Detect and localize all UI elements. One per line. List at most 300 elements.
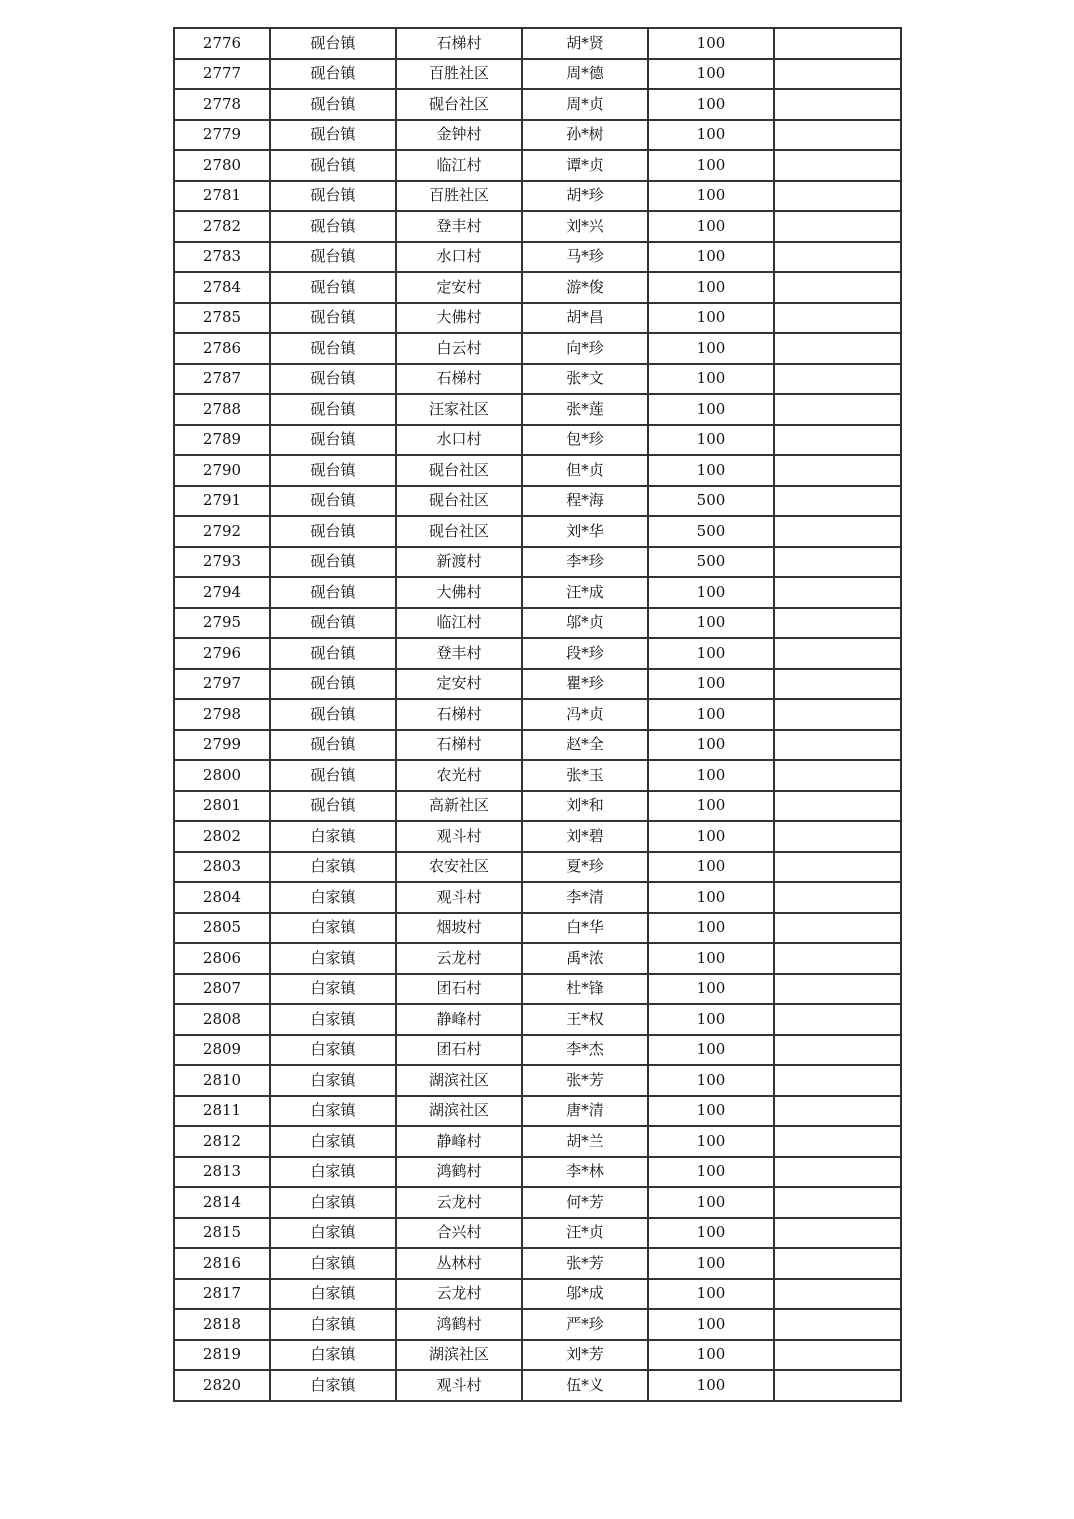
table-row xyxy=(174,852,901,883)
row-number-cell: 2807 xyxy=(174,974,270,1005)
village-cell: 汪家社区 xyxy=(396,394,522,425)
remark-cell xyxy=(774,1248,901,1279)
name-cell: 夏*珍 xyxy=(522,852,648,883)
name-cell: 邬*贞 xyxy=(522,608,648,639)
remark-cell xyxy=(774,486,901,517)
name-cell: 段*珍 xyxy=(522,638,648,669)
amount-cell: 100 xyxy=(648,1340,774,1371)
table-row xyxy=(174,272,901,303)
amount-cell: 100 xyxy=(648,913,774,944)
town-cell: 砚台镇 xyxy=(270,638,396,669)
name-cell: 邬*成 xyxy=(522,1279,648,1310)
town-cell: 白家镇 xyxy=(270,1035,396,1066)
name-cell: 李*林 xyxy=(522,1157,648,1188)
amount-cell: 100 xyxy=(648,303,774,334)
table-row xyxy=(174,791,901,822)
table-row xyxy=(174,394,901,425)
name-cell: 唐*清 xyxy=(522,1096,648,1127)
village-cell: 水口村 xyxy=(396,242,522,273)
village-cell: 白云村 xyxy=(396,333,522,364)
amount-cell: 100 xyxy=(648,1248,774,1279)
remark-cell xyxy=(774,211,901,242)
amount-cell: 100 xyxy=(648,1035,774,1066)
village-cell: 观斗村 xyxy=(396,1370,522,1401)
table-row xyxy=(174,1279,901,1310)
table-row xyxy=(174,59,901,90)
remark-cell xyxy=(774,1126,901,1157)
village-cell: 观斗村 xyxy=(396,821,522,852)
table-row xyxy=(174,364,901,395)
village-cell: 大佛村 xyxy=(396,303,522,334)
amount-cell: 100 xyxy=(648,1218,774,1249)
village-cell: 云龙村 xyxy=(396,943,522,974)
name-cell: 但*贞 xyxy=(522,455,648,486)
table-row xyxy=(174,181,901,212)
table-row xyxy=(174,1096,901,1127)
remark-cell xyxy=(774,394,901,425)
amount-cell: 100 xyxy=(648,150,774,181)
town-cell: 白家镇 xyxy=(270,1218,396,1249)
village-cell: 农安社区 xyxy=(396,852,522,883)
remark-cell xyxy=(774,1279,901,1310)
village-cell: 砚台社区 xyxy=(396,89,522,120)
table-row xyxy=(174,486,901,517)
town-cell: 白家镇 xyxy=(270,913,396,944)
table-row xyxy=(174,1187,901,1218)
name-cell: 汪*贞 xyxy=(522,1218,648,1249)
table-row xyxy=(174,821,901,852)
table-row xyxy=(174,211,901,242)
row-number-cell: 2778 xyxy=(174,89,270,120)
amount-cell: 100 xyxy=(648,1279,774,1310)
name-cell: 胡*兰 xyxy=(522,1126,648,1157)
name-cell: 胡*昌 xyxy=(522,303,648,334)
village-cell: 静峰村 xyxy=(396,1126,522,1157)
remark-cell xyxy=(774,28,901,59)
row-number-cell: 2793 xyxy=(174,547,270,578)
table-row xyxy=(174,547,901,578)
remark-cell xyxy=(774,1157,901,1188)
amount-cell: 100 xyxy=(648,59,774,90)
amount-cell: 100 xyxy=(648,791,774,822)
name-cell: 张*芳 xyxy=(522,1248,648,1279)
remark-cell xyxy=(774,608,901,639)
town-cell: 砚台镇 xyxy=(270,28,396,59)
village-cell: 鸿鹤村 xyxy=(396,1309,522,1340)
row-number-cell: 2790 xyxy=(174,455,270,486)
village-cell: 临江村 xyxy=(396,608,522,639)
amount-cell: 500 xyxy=(648,547,774,578)
amount-cell: 100 xyxy=(648,333,774,364)
table-row xyxy=(174,760,901,791)
remark-cell xyxy=(774,577,901,608)
village-cell: 烟坡村 xyxy=(396,913,522,944)
name-cell: 刘*芳 xyxy=(522,1340,648,1371)
village-cell: 石梯村 xyxy=(396,699,522,730)
name-cell: 杜*锋 xyxy=(522,974,648,1005)
row-number-cell: 2803 xyxy=(174,852,270,883)
amount-cell: 100 xyxy=(648,1157,774,1188)
village-cell: 静峰村 xyxy=(396,1004,522,1035)
village-cell: 鸿鹤村 xyxy=(396,1157,522,1188)
town-cell: 白家镇 xyxy=(270,943,396,974)
name-cell: 瞿*珍 xyxy=(522,669,648,700)
table-row xyxy=(174,425,901,456)
row-number-cell: 2786 xyxy=(174,333,270,364)
town-cell: 砚台镇 xyxy=(270,791,396,822)
village-cell: 临江村 xyxy=(396,150,522,181)
name-cell: 赵*全 xyxy=(522,730,648,761)
town-cell: 白家镇 xyxy=(270,1126,396,1157)
amount-cell: 100 xyxy=(648,364,774,395)
row-number-cell: 2788 xyxy=(174,394,270,425)
name-cell: 胡*珍 xyxy=(522,181,648,212)
table-row xyxy=(174,333,901,364)
amount-cell: 100 xyxy=(648,89,774,120)
remark-cell xyxy=(774,150,901,181)
name-cell: 张*文 xyxy=(522,364,648,395)
village-cell: 砚台社区 xyxy=(396,516,522,547)
amount-cell: 100 xyxy=(648,974,774,1005)
row-number-cell: 2789 xyxy=(174,425,270,456)
amount-cell: 100 xyxy=(648,882,774,913)
name-cell: 程*海 xyxy=(522,486,648,517)
row-number-cell: 2798 xyxy=(174,699,270,730)
remark-cell xyxy=(774,1340,901,1371)
table-row xyxy=(174,913,901,944)
table-row xyxy=(174,89,901,120)
remark-cell xyxy=(774,455,901,486)
row-number-cell: 2817 xyxy=(174,1279,270,1310)
row-number-cell: 2806 xyxy=(174,943,270,974)
remark-cell xyxy=(774,181,901,212)
village-cell: 定安村 xyxy=(396,669,522,700)
town-cell: 白家镇 xyxy=(270,1004,396,1035)
name-cell: 禹*浓 xyxy=(522,943,648,974)
remark-cell xyxy=(774,1218,901,1249)
table-row xyxy=(174,669,901,700)
town-cell: 砚台镇 xyxy=(270,547,396,578)
name-cell: 刘*华 xyxy=(522,516,648,547)
remark-cell xyxy=(774,364,901,395)
amount-cell: 100 xyxy=(648,577,774,608)
name-cell: 伍*义 xyxy=(522,1370,648,1401)
town-cell: 砚台镇 xyxy=(270,577,396,608)
row-number-cell: 2794 xyxy=(174,577,270,608)
table-row xyxy=(174,242,901,273)
table-row xyxy=(174,1340,901,1371)
row-number-cell: 2783 xyxy=(174,242,270,273)
table-row xyxy=(174,608,901,639)
village-cell: 合兴村 xyxy=(396,1218,522,1249)
name-cell: 李*清 xyxy=(522,882,648,913)
amount-cell: 100 xyxy=(648,1309,774,1340)
amount-cell: 100 xyxy=(648,1096,774,1127)
row-number-cell: 2804 xyxy=(174,882,270,913)
name-cell: 刘*兴 xyxy=(522,211,648,242)
remark-cell xyxy=(774,1035,901,1066)
village-cell: 石梯村 xyxy=(396,730,522,761)
remark-cell xyxy=(774,1096,901,1127)
town-cell: 白家镇 xyxy=(270,1370,396,1401)
remark-cell xyxy=(774,333,901,364)
amount-cell: 100 xyxy=(648,242,774,273)
amount-cell: 100 xyxy=(648,425,774,456)
village-cell: 新渡村 xyxy=(396,547,522,578)
amount-cell: 100 xyxy=(648,1187,774,1218)
table-row xyxy=(174,1248,901,1279)
town-cell: 砚台镇 xyxy=(270,760,396,791)
name-cell: 刘*和 xyxy=(522,791,648,822)
amount-cell: 500 xyxy=(648,516,774,547)
remark-cell xyxy=(774,821,901,852)
village-cell: 砚台社区 xyxy=(396,486,522,517)
row-number-cell: 2779 xyxy=(174,120,270,151)
name-cell: 张*芳 xyxy=(522,1065,648,1096)
village-cell: 团石村 xyxy=(396,1035,522,1066)
remark-cell xyxy=(774,242,901,273)
town-cell: 砚台镇 xyxy=(270,242,396,273)
table-row xyxy=(174,303,901,334)
village-cell: 湖滨社区 xyxy=(396,1065,522,1096)
row-number-cell: 2801 xyxy=(174,791,270,822)
table-row xyxy=(174,516,901,547)
row-number-cell: 2785 xyxy=(174,303,270,334)
name-cell: 冯*贞 xyxy=(522,699,648,730)
table-row xyxy=(174,455,901,486)
town-cell: 砚台镇 xyxy=(270,394,396,425)
row-number-cell: 2799 xyxy=(174,730,270,761)
village-cell: 农光村 xyxy=(396,760,522,791)
amount-cell: 100 xyxy=(648,760,774,791)
table-row xyxy=(174,1065,901,1096)
village-cell: 砚台社区 xyxy=(396,455,522,486)
name-cell: 白*华 xyxy=(522,913,648,944)
row-number-cell: 2818 xyxy=(174,1309,270,1340)
town-cell: 砚台镇 xyxy=(270,516,396,547)
name-cell: 张*莲 xyxy=(522,394,648,425)
town-cell: 砚台镇 xyxy=(270,272,396,303)
remark-cell xyxy=(774,699,901,730)
town-cell: 白家镇 xyxy=(270,1340,396,1371)
remark-cell xyxy=(774,943,901,974)
town-cell: 白家镇 xyxy=(270,1065,396,1096)
table-row xyxy=(174,28,901,59)
remark-cell xyxy=(774,120,901,151)
village-cell: 登丰村 xyxy=(396,638,522,669)
amount-cell: 500 xyxy=(648,486,774,517)
table-row xyxy=(174,699,901,730)
row-number-cell: 2811 xyxy=(174,1096,270,1127)
row-number-cell: 2791 xyxy=(174,486,270,517)
row-number-cell: 2814 xyxy=(174,1187,270,1218)
remark-cell xyxy=(774,425,901,456)
town-cell: 砚台镇 xyxy=(270,181,396,212)
village-cell: 云龙村 xyxy=(396,1279,522,1310)
town-cell: 砚台镇 xyxy=(270,333,396,364)
village-cell: 石梯村 xyxy=(396,28,522,59)
village-cell: 定安村 xyxy=(396,272,522,303)
row-number-cell: 2787 xyxy=(174,364,270,395)
row-number-cell: 2802 xyxy=(174,821,270,852)
village-cell: 百胜社区 xyxy=(396,59,522,90)
row-number-cell: 2815 xyxy=(174,1218,270,1249)
row-number-cell: 2808 xyxy=(174,1004,270,1035)
roster-table-body xyxy=(174,28,901,1401)
remark-cell xyxy=(774,547,901,578)
town-cell: 白家镇 xyxy=(270,1248,396,1279)
amount-cell: 100 xyxy=(648,211,774,242)
town-cell: 砚台镇 xyxy=(270,486,396,517)
row-number-cell: 2781 xyxy=(174,181,270,212)
amount-cell: 100 xyxy=(648,1370,774,1401)
remark-cell xyxy=(774,516,901,547)
village-cell: 高新社区 xyxy=(396,791,522,822)
table-row xyxy=(174,638,901,669)
town-cell: 白家镇 xyxy=(270,1157,396,1188)
village-cell: 湖滨社区 xyxy=(396,1096,522,1127)
row-number-cell: 2777 xyxy=(174,59,270,90)
name-cell: 张*玉 xyxy=(522,760,648,791)
amount-cell: 100 xyxy=(648,120,774,151)
town-cell: 白家镇 xyxy=(270,882,396,913)
town-cell: 白家镇 xyxy=(270,974,396,1005)
town-cell: 白家镇 xyxy=(270,1096,396,1127)
roster-table xyxy=(173,27,902,1402)
table-row xyxy=(174,1126,901,1157)
amount-cell: 100 xyxy=(648,1004,774,1035)
row-number-cell: 2784 xyxy=(174,272,270,303)
amount-cell: 100 xyxy=(648,730,774,761)
row-number-cell: 2819 xyxy=(174,1340,270,1371)
table-row xyxy=(174,1004,901,1035)
town-cell: 砚台镇 xyxy=(270,425,396,456)
amount-cell: 100 xyxy=(648,455,774,486)
town-cell: 白家镇 xyxy=(270,1279,396,1310)
name-cell: 游*俊 xyxy=(522,272,648,303)
table-row xyxy=(174,1218,901,1249)
town-cell: 砚台镇 xyxy=(270,150,396,181)
village-cell: 云龙村 xyxy=(396,1187,522,1218)
village-cell: 丛林村 xyxy=(396,1248,522,1279)
remark-cell xyxy=(774,303,901,334)
remark-cell xyxy=(774,974,901,1005)
town-cell: 砚台镇 xyxy=(270,303,396,334)
row-number-cell: 2820 xyxy=(174,1370,270,1401)
village-cell: 观斗村 xyxy=(396,882,522,913)
name-cell: 孙*树 xyxy=(522,120,648,151)
name-cell: 严*珍 xyxy=(522,1309,648,1340)
name-cell: 王*权 xyxy=(522,1004,648,1035)
amount-cell: 100 xyxy=(648,638,774,669)
remark-cell xyxy=(774,760,901,791)
town-cell: 砚台镇 xyxy=(270,669,396,700)
name-cell: 包*珍 xyxy=(522,425,648,456)
amount-cell: 100 xyxy=(648,1065,774,1096)
town-cell: 砚台镇 xyxy=(270,211,396,242)
amount-cell: 100 xyxy=(648,669,774,700)
table-row xyxy=(174,974,901,1005)
remark-cell xyxy=(774,1004,901,1035)
row-number-cell: 2813 xyxy=(174,1157,270,1188)
table-row xyxy=(174,1370,901,1401)
name-cell: 汪*成 xyxy=(522,577,648,608)
village-cell: 金钟村 xyxy=(396,120,522,151)
row-number-cell: 2795 xyxy=(174,608,270,639)
remark-cell xyxy=(774,89,901,120)
remark-cell xyxy=(774,730,901,761)
town-cell: 砚台镇 xyxy=(270,120,396,151)
name-cell: 胡*贤 xyxy=(522,28,648,59)
table-row xyxy=(174,577,901,608)
name-cell: 马*珍 xyxy=(522,242,648,273)
amount-cell: 100 xyxy=(648,272,774,303)
name-cell: 刘*碧 xyxy=(522,821,648,852)
remark-cell xyxy=(774,669,901,700)
town-cell: 砚台镇 xyxy=(270,608,396,639)
name-cell: 谭*贞 xyxy=(522,150,648,181)
remark-cell xyxy=(774,913,901,944)
amount-cell: 100 xyxy=(648,181,774,212)
amount-cell: 100 xyxy=(648,28,774,59)
table-row xyxy=(174,120,901,151)
amount-cell: 100 xyxy=(648,394,774,425)
town-cell: 砚台镇 xyxy=(270,364,396,395)
village-cell: 团石村 xyxy=(396,974,522,1005)
amount-cell: 100 xyxy=(648,699,774,730)
remark-cell xyxy=(774,272,901,303)
village-cell: 登丰村 xyxy=(396,211,522,242)
row-number-cell: 2796 xyxy=(174,638,270,669)
remark-cell xyxy=(774,638,901,669)
row-number-cell: 2797 xyxy=(174,669,270,700)
name-cell: 周*贞 xyxy=(522,89,648,120)
remark-cell xyxy=(774,791,901,822)
remark-cell xyxy=(774,1370,901,1401)
row-number-cell: 2782 xyxy=(174,211,270,242)
table-row xyxy=(174,1309,901,1340)
village-cell: 百胜社区 xyxy=(396,181,522,212)
town-cell: 白家镇 xyxy=(270,1309,396,1340)
row-number-cell: 2780 xyxy=(174,150,270,181)
town-cell: 砚台镇 xyxy=(270,699,396,730)
table-row xyxy=(174,943,901,974)
amount-cell: 100 xyxy=(648,821,774,852)
remark-cell xyxy=(774,1065,901,1096)
row-number-cell: 2805 xyxy=(174,913,270,944)
town-cell: 白家镇 xyxy=(270,821,396,852)
table-row xyxy=(174,150,901,181)
name-cell: 周*德 xyxy=(522,59,648,90)
row-number-cell: 2800 xyxy=(174,760,270,791)
village-cell: 水口村 xyxy=(396,425,522,456)
name-cell: 向*珍 xyxy=(522,333,648,364)
remark-cell xyxy=(774,1187,901,1218)
row-number-cell: 2812 xyxy=(174,1126,270,1157)
row-number-cell: 2809 xyxy=(174,1035,270,1066)
table-row xyxy=(174,1035,901,1066)
table-row xyxy=(174,1157,901,1188)
town-cell: 砚台镇 xyxy=(270,730,396,761)
village-cell: 大佛村 xyxy=(396,577,522,608)
remark-cell xyxy=(774,59,901,90)
town-cell: 砚台镇 xyxy=(270,59,396,90)
name-cell: 李*杰 xyxy=(522,1035,648,1066)
row-number-cell: 2776 xyxy=(174,28,270,59)
name-cell: 李*珍 xyxy=(522,547,648,578)
table-row xyxy=(174,882,901,913)
table-row xyxy=(174,730,901,761)
